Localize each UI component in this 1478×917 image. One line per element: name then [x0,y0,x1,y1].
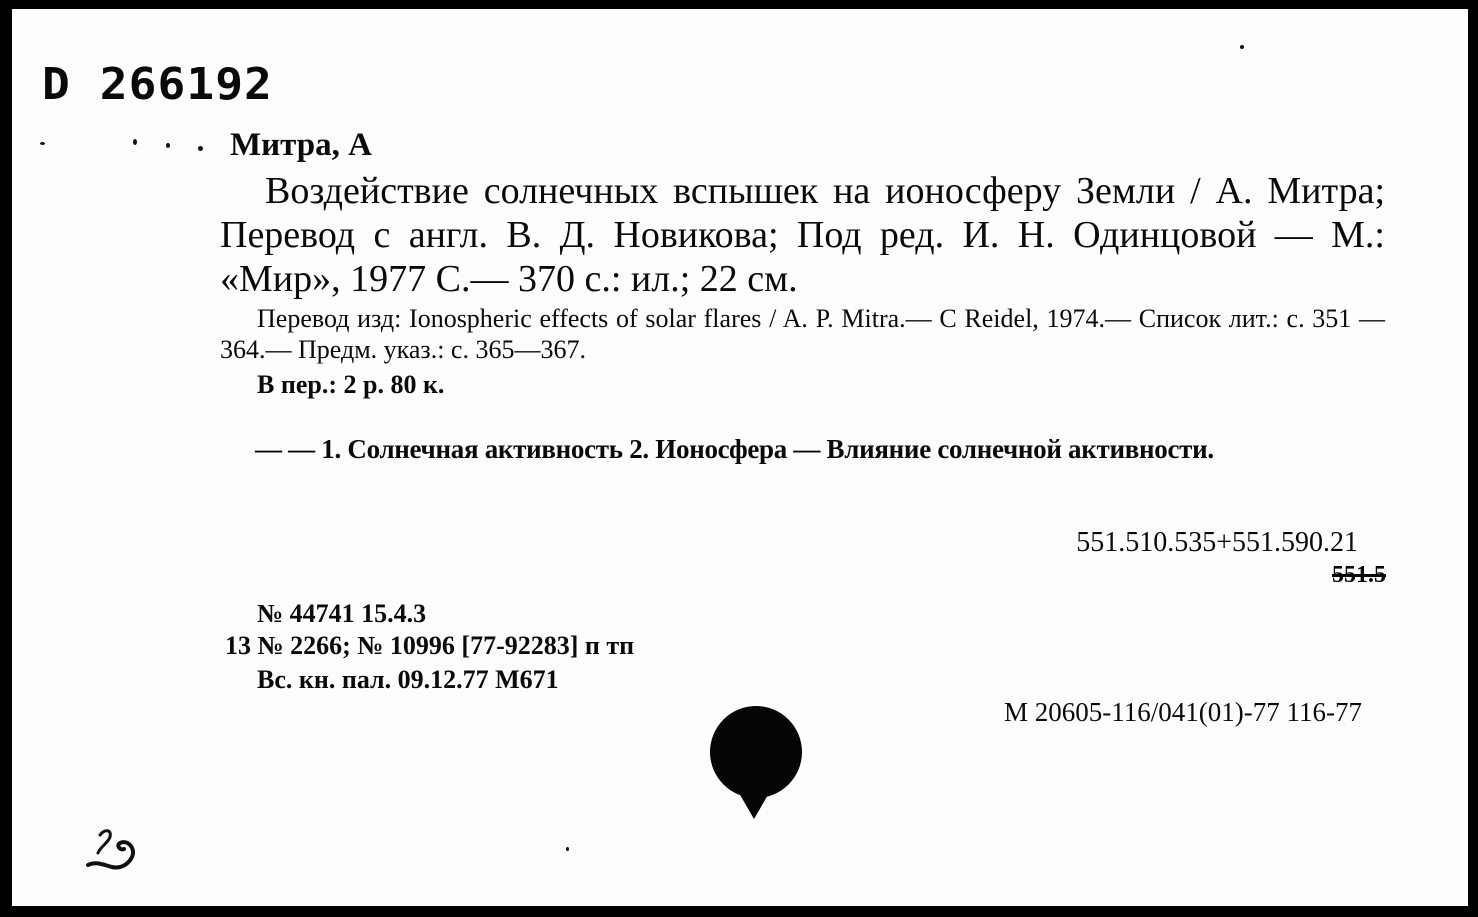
speck-dot [566,847,569,851]
price-line: В пер.: 2 р. 80 к. [257,370,445,399]
record-line-3: Вс. кн. пал. 09.12.77 М671 [257,665,559,694]
udc-code: 551.510.535+551.590.21 [1076,527,1358,558]
speck-dot [40,142,45,145]
author-heading: Митра, А [230,127,372,163]
punch-hole-tear [732,781,776,819]
translation-note: Перевод изд: Ionospheric effects of solar flares / A. P. Mitra.— C Reidel, 1974.— Список лит.: с. 351 — 364.— Предм. указ.: с. 365—367. [220,304,1385,364]
speck-dot [1240,45,1244,49]
subject-headings: — — 1. Солнечная активность 2. Ионосфера — Влияние солнечной активности. [255,434,1214,464]
inventory-number: D 266192 [42,59,273,110]
speck-dot [133,139,137,145]
speck-dot [166,143,170,148]
title-statement: Воздействие солнечных вспышек на ионосферу Земли / А. Митра; Перевод с англ. В. Д. Новикова; Под ред. И. Н. Одинцовой — М.: «Мир», 1977 С.— 370 с.: ил.; 22 см. [220,170,1385,300]
udc-struck-code: 551.5 [1332,562,1386,588]
speck-dot [198,146,203,151]
handwritten-mark-icon [82,821,142,873]
record-line-2: 13 № 2266; № 10996 [77-92283] п тп [225,631,635,660]
bbk-code: М 20605-116/041(01)-77 116-77 [1004,697,1362,727]
record-line-1: № 44741 15.4.3 [257,599,427,628]
